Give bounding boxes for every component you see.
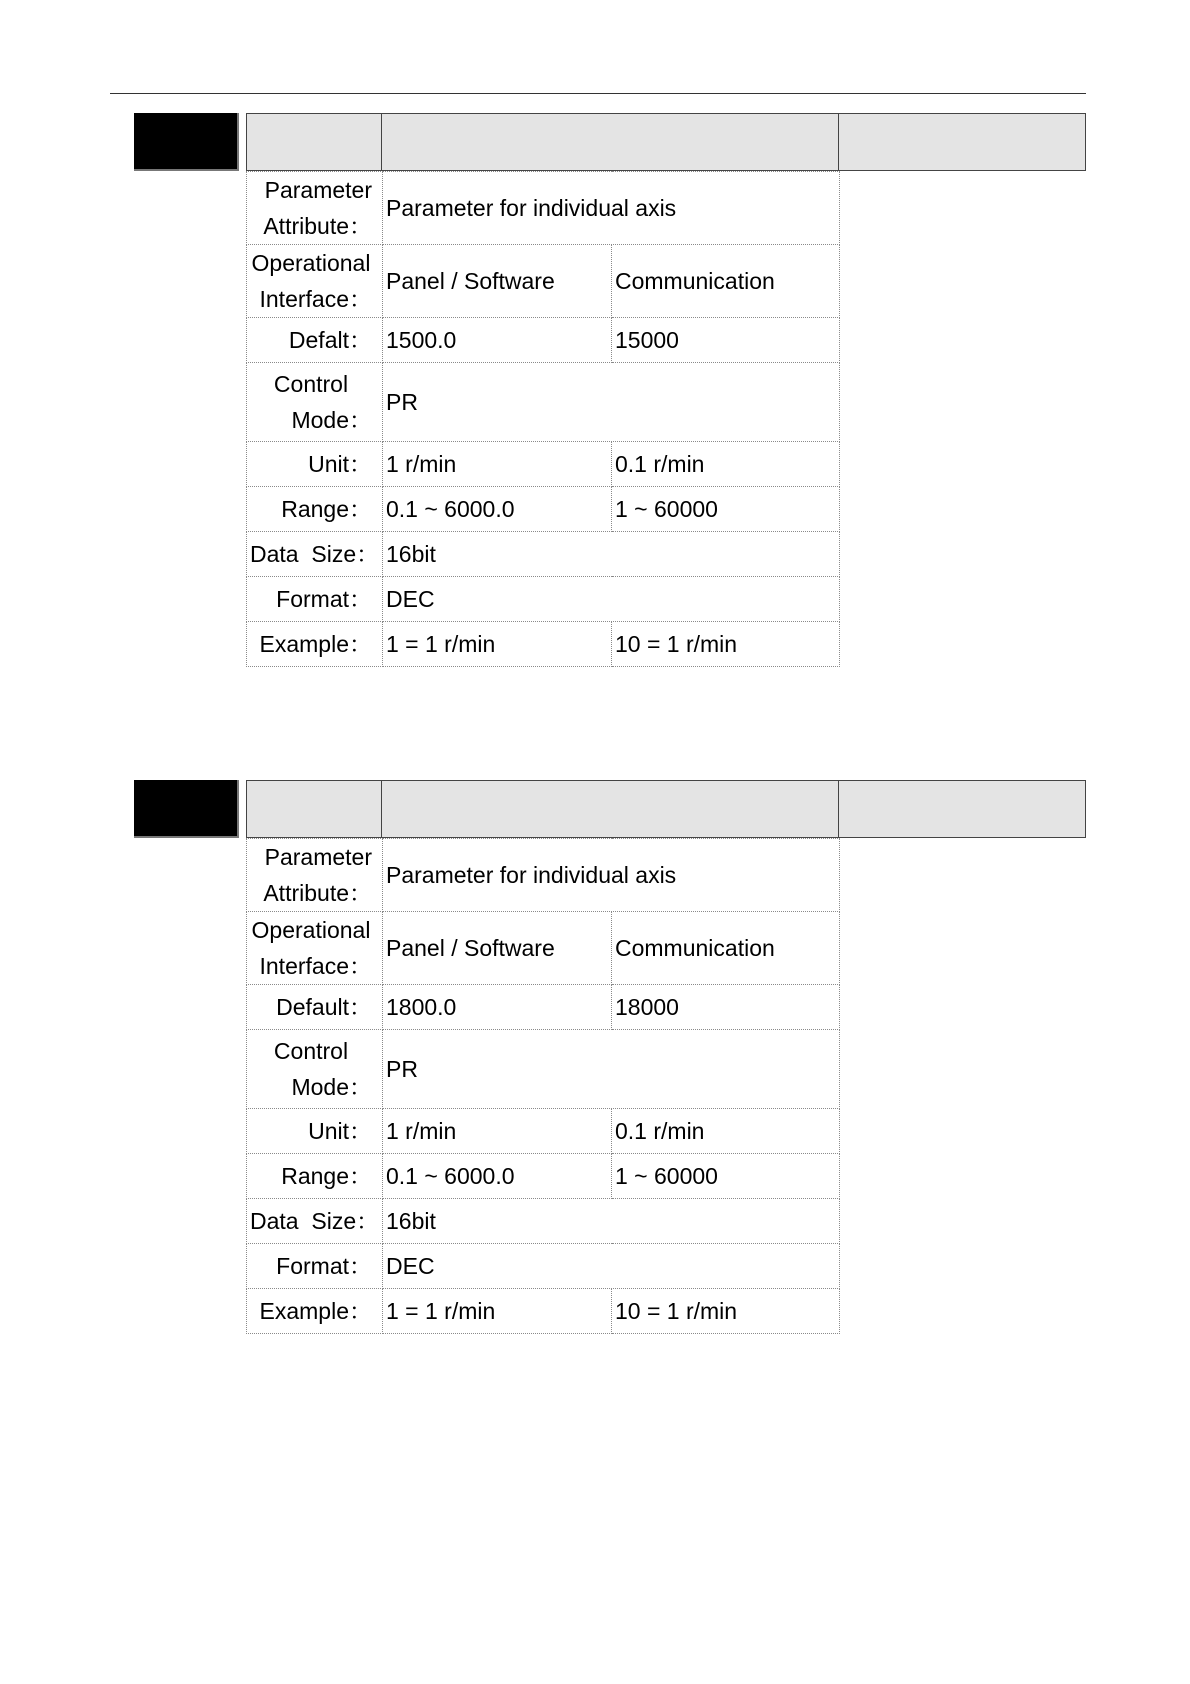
- top-rule: [110, 93, 1086, 94]
- value-control-mode: PR: [383, 1030, 840, 1109]
- label-line-1: Control: [273, 1038, 349, 1064]
- value-default-communication: 18000: [612, 985, 840, 1030]
- label-data-size: Data Size：: [247, 532, 383, 577]
- row-format: [247, 577, 840, 622]
- label-format: Format：: [247, 1244, 383, 1289]
- label-example: Example：: [247, 1289, 383, 1334]
- value-default-panel: 1800.0: [383, 985, 612, 1030]
- value-unit-panel: 1 r/min: [383, 1109, 612, 1154]
- value-example-communication: 10 = 1 r/min: [612, 1289, 840, 1334]
- row-example: [247, 1289, 840, 1334]
- value-control-mode: PR: [383, 363, 840, 442]
- parameter-header: [246, 780, 1086, 838]
- row-range: [247, 487, 840, 532]
- row-operational-interface: [247, 245, 840, 318]
- value-interface-communication: Communication: [612, 245, 840, 318]
- value-unit-communication: 0.1 r/min: [612, 1109, 840, 1154]
- row-unit: [247, 442, 840, 487]
- parameter-code-box: [134, 113, 239, 171]
- label-control-mode: [247, 1030, 383, 1109]
- parameter-block-1: [134, 113, 1086, 683]
- value-unit-panel: 1 r/min: [383, 442, 612, 487]
- parameter-code-box: [134, 780, 239, 838]
- value-unit-communication: 0.1 r/min: [612, 442, 840, 487]
- label-default: Defalt：: [247, 318, 383, 363]
- label-line-1: Operational: [251, 250, 371, 276]
- label-unit: Unit：: [247, 442, 383, 487]
- label-operational-interface: [247, 245, 383, 318]
- parameter-header: [246, 113, 1086, 171]
- row-example: [247, 622, 840, 667]
- label-line-2: Attribute：: [263, 880, 372, 906]
- label-line-2: Interface：: [259, 953, 372, 979]
- parameter-table: [246, 171, 840, 667]
- label-control-mode: [247, 363, 383, 442]
- value-parameter-attribute: Parameter for individual axis: [383, 172, 840, 245]
- label-parameter-attribute: [247, 172, 383, 245]
- label-line-1: Operational: [251, 917, 371, 943]
- value-example-panel: 1 = 1 r/min: [383, 622, 612, 667]
- label-line-1: Parameter: [264, 177, 372, 203]
- value-data-size: 16bit: [383, 1199, 840, 1244]
- parameter-table: [246, 838, 840, 1334]
- value-interface-communication: Communication: [612, 912, 840, 985]
- label-line-1: Control: [273, 371, 349, 397]
- row-control-mode: [247, 363, 840, 442]
- label-format: Format：: [247, 577, 383, 622]
- row-operational-interface: [247, 912, 840, 985]
- value-example-panel: 1 = 1 r/min: [383, 1289, 612, 1334]
- label-operational-interface: [247, 912, 383, 985]
- value-example-communication: 10 = 1 r/min: [612, 622, 840, 667]
- value-range-panel: 0.1 ~ 6000.0: [383, 1154, 612, 1199]
- value-parameter-attribute: Parameter for individual axis: [383, 839, 840, 912]
- label-line-2: Mode：: [291, 1074, 372, 1100]
- header-cell-code: [246, 780, 382, 838]
- label-line-2: Mode：: [291, 407, 372, 433]
- value-format: DEC: [383, 577, 840, 622]
- row-control-mode: [247, 1030, 840, 1109]
- row-data-size: [247, 1199, 840, 1244]
- label-line-1: Parameter: [264, 844, 372, 870]
- label-example: Example：: [247, 622, 383, 667]
- header-cell-address: [838, 113, 1086, 171]
- header-cell-name: [381, 780, 839, 838]
- value-range-communication: 1 ~ 60000: [612, 487, 840, 532]
- value-range-communication: 1 ~ 60000: [612, 1154, 840, 1199]
- value-default-communication: 15000: [612, 318, 840, 363]
- label-data-size: Data Size：: [247, 1199, 383, 1244]
- value-range-panel: 0.1 ~ 6000.0: [383, 487, 612, 532]
- parameter-block-2: [134, 780, 1086, 1350]
- label-range: Range：: [247, 1154, 383, 1199]
- row-format: [247, 1244, 840, 1289]
- value-format: DEC: [383, 1244, 840, 1289]
- row-range: [247, 1154, 840, 1199]
- value-interface-panel: Panel / Software: [383, 912, 612, 985]
- value-data-size: 16bit: [383, 532, 840, 577]
- label-line-2: Attribute：: [263, 213, 372, 239]
- header-cell-name: [381, 113, 839, 171]
- row-data-size: [247, 532, 840, 577]
- row-parameter-attribute: [247, 839, 840, 912]
- row-default: [247, 318, 840, 363]
- label-line-2: Interface：: [259, 286, 372, 312]
- label-unit: Unit：: [247, 1109, 383, 1154]
- value-interface-panel: Panel / Software: [383, 245, 612, 318]
- label-parameter-attribute: [247, 839, 383, 912]
- row-unit: [247, 1109, 840, 1154]
- header-cell-address: [838, 780, 1086, 838]
- value-default-panel: 1500.0: [383, 318, 612, 363]
- header-cell-code: [246, 113, 382, 171]
- label-range: Range：: [247, 487, 383, 532]
- label-default: Default：: [247, 985, 383, 1030]
- row-parameter-attribute: [247, 172, 840, 245]
- row-default: [247, 985, 840, 1030]
